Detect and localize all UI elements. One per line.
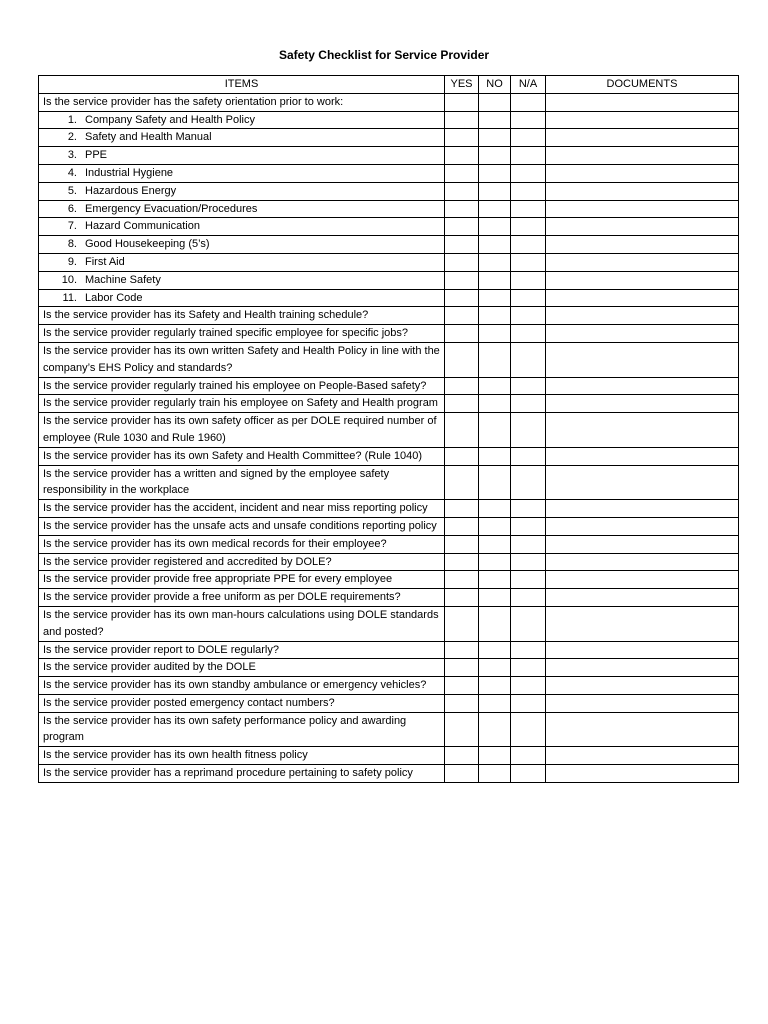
na-cell[interactable]: [511, 659, 546, 677]
no-cell[interactable]: [479, 182, 511, 200]
table-row: [39, 677, 739, 695]
na-cell[interactable]: [511, 589, 546, 607]
na-cell[interactable]: [511, 147, 546, 165]
documents-cell[interactable]: [546, 218, 739, 236]
na-cell[interactable]: [511, 500, 546, 518]
documents-cell[interactable]: [546, 93, 739, 111]
table-row: [39, 236, 739, 254]
orientation-item-text: Safety and Health Manual: [85, 131, 212, 144]
na-cell[interactable]: [511, 571, 546, 589]
na-cell[interactable]: [511, 342, 546, 377]
yes-cell[interactable]: [445, 659, 479, 677]
yes-cell[interactable]: [445, 307, 479, 325]
yes-cell[interactable]: [445, 465, 479, 500]
na-cell[interactable]: [511, 712, 546, 747]
no-cell[interactable]: [479, 712, 511, 747]
no-cell[interactable]: [479, 500, 511, 518]
orientation-item: [39, 147, 445, 165]
na-cell[interactable]: [511, 236, 546, 254]
documents-cell[interactable]: [546, 500, 739, 518]
yes-cell[interactable]: [445, 377, 479, 395]
question-text: Is the service provider has its own safety performance policy and awarding program: [39, 712, 445, 747]
orientation-item-number: 2.: [67, 131, 77, 144]
orientation-item-number: 4.: [67, 166, 77, 179]
orientation-item-text: Labor Code: [85, 291, 143, 304]
documents-cell[interactable]: [546, 342, 739, 377]
orientation-item-number: 5.: [67, 184, 77, 197]
question-text: Is the service provider has the unsafe acts and unsafe conditions reporting policy: [39, 517, 445, 535]
table-row: [39, 465, 739, 500]
question-text: Is the service provider report to DOLE regularly?: [39, 641, 445, 659]
yes-cell[interactable]: [445, 93, 479, 111]
orientation-item-text: Industrial Hygiene: [85, 166, 174, 179]
question-text: Is the service provider has its own medical records for their employee?: [39, 535, 445, 553]
yes-cell[interactable]: [445, 641, 479, 659]
header-documents: DOCUMENTS: [546, 76, 739, 94]
yes-cell[interactable]: [445, 747, 479, 765]
table-row: [39, 765, 739, 783]
question-text: Is the service provider has a reprimand procedure pertaining to safety policy: [39, 765, 445, 783]
orientation-item-text: First Aid: [85, 255, 125, 268]
orientation-item-text: Emergency Evacuation/Procedures: [85, 202, 258, 215]
na-cell[interactable]: [511, 253, 546, 271]
no-cell[interactable]: [479, 307, 511, 325]
no-cell[interactable]: [479, 218, 511, 236]
question-text: Is the service provider posted emergency contact numbers?: [39, 694, 445, 712]
na-cell[interactable]: [511, 747, 546, 765]
orientation-item: [39, 218, 445, 236]
header-no: NO: [479, 76, 511, 94]
table-row: [39, 111, 739, 129]
no-cell[interactable]: [479, 413, 511, 448]
no-cell[interactable]: [479, 765, 511, 783]
table-row: [39, 182, 739, 200]
question-text: Is the service provider has its own written Safety and Health Policy in line with the company’s EHS Policy and standards?: [39, 342, 445, 377]
yes-cell[interactable]: [445, 535, 479, 553]
orientation-item-text: Hazardous Energy: [85, 184, 177, 197]
no-cell[interactable]: [479, 395, 511, 413]
question-text: Is the service provider provide free appropriate PPE for every employee: [39, 571, 445, 589]
orientation-item-number: 7.: [67, 220, 77, 233]
document-title: Safety Checklist for Service Provider: [278, 48, 490, 62]
yes-cell[interactable]: [445, 325, 479, 343]
question-text: Is the service provider has its own Safety and Health Committee? (Rule 1040): [39, 447, 445, 465]
yes-cell[interactable]: [445, 571, 479, 589]
documents-cell[interactable]: [546, 677, 739, 695]
na-cell[interactable]: [511, 465, 546, 500]
yes-cell[interactable]: [445, 218, 479, 236]
table-row: [39, 93, 739, 111]
documents-cell[interactable]: [546, 659, 739, 677]
orientation-item-text: PPE: [85, 149, 108, 162]
no-cell[interactable]: [479, 271, 511, 289]
table-row: [39, 218, 739, 236]
na-cell[interactable]: [511, 641, 546, 659]
table-row: [39, 589, 739, 607]
documents-cell[interactable]: [546, 535, 739, 553]
question-text: Is the service provider provide a free uniform as per DOLE requirements?: [39, 589, 445, 607]
no-cell[interactable]: [479, 747, 511, 765]
table-row: [39, 641, 739, 659]
orientation-item: [39, 253, 445, 271]
yes-cell[interactable]: [445, 694, 479, 712]
documents-cell[interactable]: [546, 271, 739, 289]
orientation-item-wrap: [43, 290, 440, 307]
yes-cell[interactable]: [445, 200, 479, 218]
no-cell[interactable]: [479, 641, 511, 659]
yes-cell[interactable]: [445, 606, 479, 641]
no-cell[interactable]: [479, 571, 511, 589]
table-row: [39, 535, 739, 553]
question-text: Is the service provider has its own health fitness policy: [39, 747, 445, 765]
documents-cell[interactable]: [546, 571, 739, 589]
table-row: [39, 377, 739, 395]
na-cell[interactable]: [511, 606, 546, 641]
no-cell[interactable]: [479, 553, 511, 571]
no-cell[interactable]: [479, 129, 511, 147]
orientation-item-wrap: [43, 272, 440, 289]
na-cell[interactable]: [511, 553, 546, 571]
na-cell[interactable]: [511, 325, 546, 343]
na-cell[interactable]: [511, 535, 546, 553]
header-items: ITEMS: [39, 76, 445, 94]
table-row: [39, 147, 739, 165]
yes-cell[interactable]: [445, 164, 479, 182]
orientation-item-number: 1.: [67, 113, 77, 126]
question-text: Is the service provider registered and accredited by DOLE?: [39, 553, 445, 571]
orientation-item-wrap: [43, 183, 440, 200]
documents-cell[interactable]: [546, 553, 739, 571]
table-row: [39, 164, 739, 182]
no-cell[interactable]: [479, 677, 511, 695]
documents-cell[interactable]: [546, 164, 739, 182]
yes-cell[interactable]: [445, 765, 479, 783]
orientation-item: [39, 289, 445, 307]
documents-cell[interactable]: [546, 395, 739, 413]
documents-cell[interactable]: [546, 111, 739, 129]
table-row: [39, 553, 739, 571]
na-cell[interactable]: [511, 677, 546, 695]
no-cell[interactable]: [479, 606, 511, 641]
yes-cell[interactable]: [445, 589, 479, 607]
table-row: [39, 307, 739, 325]
na-cell[interactable]: [511, 164, 546, 182]
table-row: [39, 517, 739, 535]
intro-question: Is the service provider has the safety orientation prior to work:: [39, 93, 445, 111]
documents-cell[interactable]: [546, 747, 739, 765]
no-cell[interactable]: [479, 111, 511, 129]
orientation-item: [39, 111, 445, 129]
no-cell[interactable]: [479, 236, 511, 254]
table-row: [39, 253, 739, 271]
no-cell[interactable]: [479, 377, 511, 395]
orientation-item-text: Company Safety and Health Policy: [85, 113, 255, 126]
orientation-item-number: 8.: [67, 238, 77, 251]
documents-cell[interactable]: [546, 606, 739, 641]
na-cell[interactable]: [511, 93, 546, 111]
documents-cell[interactable]: [546, 307, 739, 325]
table-row: [39, 500, 739, 518]
documents-cell[interactable]: [546, 589, 739, 607]
na-cell[interactable]: [511, 111, 546, 129]
yes-cell[interactable]: [445, 182, 479, 200]
no-cell[interactable]: [479, 659, 511, 677]
orientation-item-wrap: [43, 147, 440, 164]
na-cell[interactable]: [511, 271, 546, 289]
header-row: [39, 76, 739, 94]
no-cell[interactable]: [479, 253, 511, 271]
documents-cell[interactable]: [546, 465, 739, 500]
header-na: N/A: [511, 76, 546, 94]
orientation-item-number: 6.: [67, 202, 77, 215]
no-cell[interactable]: [479, 589, 511, 607]
table-row: [39, 447, 739, 465]
yes-cell[interactable]: [445, 147, 479, 165]
no-cell[interactable]: [479, 164, 511, 182]
na-cell[interactable]: [511, 289, 546, 307]
table-row: [39, 712, 739, 747]
no-cell[interactable]: [479, 147, 511, 165]
orientation-item-wrap: [43, 165, 440, 182]
orientation-item-text: Good Housekeeping (5’s): [85, 238, 210, 251]
orientation-item-text: Hazard Communication: [85, 220, 200, 233]
table-row: [39, 395, 739, 413]
yes-cell[interactable]: [445, 236, 479, 254]
documents-cell[interactable]: [546, 182, 739, 200]
table-row: [39, 342, 739, 377]
na-cell[interactable]: [511, 129, 546, 147]
orientation-item: [39, 236, 445, 254]
question-text: Is the service provider has its own standby ambulance or emergency vehicles?: [39, 677, 445, 695]
documents-cell[interactable]: [546, 377, 739, 395]
question-text: Is the service provider has its own safety officer as per DOLE required number of employee (Rule 1030 and Rule 1960): [39, 413, 445, 448]
documents-cell[interactable]: [546, 765, 739, 783]
table-row: [39, 325, 739, 343]
yes-cell[interactable]: [445, 129, 479, 147]
orientation-item: [39, 164, 445, 182]
orientation-item-number: 3.: [67, 149, 77, 162]
documents-cell[interactable]: [546, 129, 739, 147]
no-cell[interactable]: [479, 93, 511, 111]
documents-cell[interactable]: [546, 694, 739, 712]
no-cell[interactable]: [479, 447, 511, 465]
yes-cell[interactable]: [445, 413, 479, 448]
no-cell[interactable]: [479, 200, 511, 218]
orientation-item-number: 10.: [61, 273, 77, 286]
yes-cell[interactable]: [445, 447, 479, 465]
table-row: [39, 200, 739, 218]
table-row: [39, 413, 739, 448]
header-yes: YES: [445, 76, 479, 94]
documents-cell[interactable]: [546, 447, 739, 465]
no-cell[interactable]: [479, 325, 511, 343]
documents-cell[interactable]: [546, 236, 739, 254]
no-cell[interactable]: [479, 694, 511, 712]
yes-cell[interactable]: [445, 517, 479, 535]
question-text: Is the service provider regularly trained his employee on People-Based safety?: [39, 377, 445, 395]
yes-cell[interactable]: [445, 111, 479, 129]
question-text: Is the service provider has its Safety and Health training schedule?: [39, 307, 445, 325]
orientation-item-text: Machine Safety: [85, 273, 161, 286]
table-row: [39, 571, 739, 589]
no-cell[interactable]: [479, 289, 511, 307]
no-cell[interactable]: [479, 465, 511, 500]
na-cell[interactable]: [511, 765, 546, 783]
yes-cell[interactable]: [445, 253, 479, 271]
table-row: [39, 289, 739, 307]
yes-cell[interactable]: [445, 677, 479, 695]
na-cell[interactable]: [511, 517, 546, 535]
no-cell[interactable]: [479, 535, 511, 553]
na-cell[interactable]: [511, 218, 546, 236]
checklist-table: [38, 75, 739, 783]
orientation-item: [39, 200, 445, 218]
orientation-item: [39, 129, 445, 147]
question-text: Is the service provider has a written and signed by the employee safety responsibility in the workplace: [39, 465, 445, 500]
question-text: Is the service provider regularly trained specific employee for specific jobs?: [39, 325, 445, 343]
documents-cell[interactable]: [546, 517, 739, 535]
documents-cell[interactable]: [546, 200, 739, 218]
yes-cell[interactable]: [445, 289, 479, 307]
documents-cell[interactable]: [546, 253, 739, 271]
documents-cell[interactable]: [546, 325, 739, 343]
table-row: [39, 694, 739, 712]
orientation-item-number: 11.: [62, 291, 77, 304]
orientation-item: [39, 182, 445, 200]
question-text: Is the service provider has its own man-hours calculations using DOLE standards and posted?: [39, 606, 445, 641]
na-cell[interactable]: [511, 395, 546, 413]
documents-cell[interactable]: [546, 712, 739, 747]
documents-cell[interactable]: [546, 147, 739, 165]
na-cell[interactable]: [511, 413, 546, 448]
no-cell[interactable]: [479, 342, 511, 377]
table-row: [39, 659, 739, 677]
orientation-item-wrap: [43, 236, 440, 253]
documents-cell[interactable]: [546, 413, 739, 448]
orientation-item: [39, 271, 445, 289]
table-row: [39, 271, 739, 289]
question-text: Is the service provider has the accident, incident and near miss reporting policy: [39, 500, 445, 518]
yes-cell[interactable]: [445, 712, 479, 747]
na-cell[interactable]: [511, 307, 546, 325]
checklist-body: [39, 93, 739, 782]
na-cell[interactable]: [511, 377, 546, 395]
question-text: Is the service provider regularly train his employee on Safety and Health program: [39, 395, 445, 413]
orientation-item-wrap: [43, 254, 440, 271]
yes-cell[interactable]: [445, 271, 479, 289]
documents-cell[interactable]: [546, 641, 739, 659]
yes-cell[interactable]: [445, 342, 479, 377]
orientation-item-wrap: [43, 218, 440, 235]
orientation-item-wrap: [43, 129, 440, 146]
orientation-item-wrap: [43, 201, 440, 218]
table-row: [39, 129, 739, 147]
na-cell[interactable]: [511, 694, 546, 712]
na-cell[interactable]: [511, 200, 546, 218]
no-cell[interactable]: [479, 517, 511, 535]
orientation-item-wrap: [43, 112, 440, 129]
na-cell[interactable]: [511, 182, 546, 200]
table-row: [39, 747, 739, 765]
yes-cell[interactable]: [445, 553, 479, 571]
table-row: [39, 606, 739, 641]
question-text: Is the service provider audited by the DOLE: [39, 659, 445, 677]
yes-cell[interactable]: [445, 395, 479, 413]
documents-cell[interactable]: [546, 289, 739, 307]
orientation-item-number: 9.: [67, 255, 77, 268]
na-cell[interactable]: [511, 447, 546, 465]
yes-cell[interactable]: [445, 500, 479, 518]
